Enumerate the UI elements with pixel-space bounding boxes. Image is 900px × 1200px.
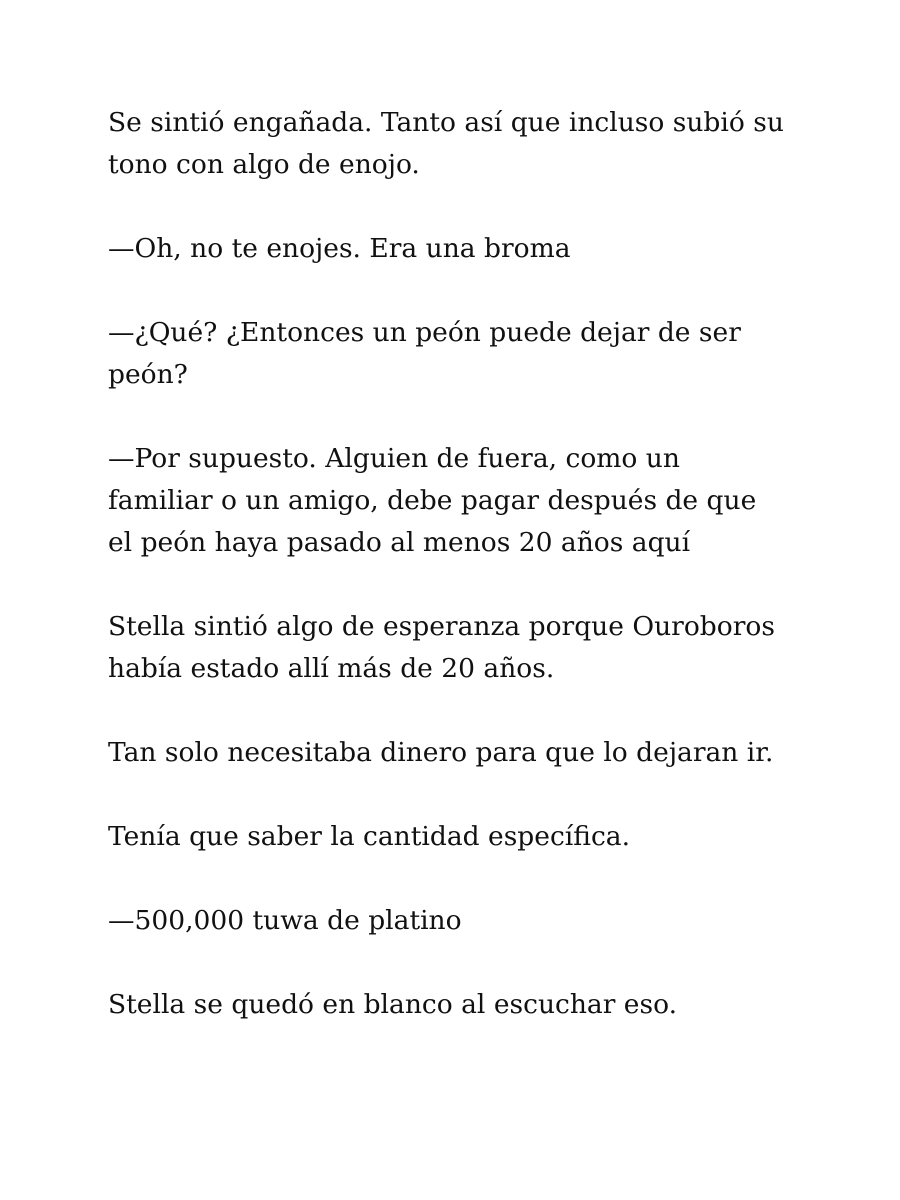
paragraph-6: Tan solo necesitaba dinero para que lo dejaran ir.: [108, 737, 774, 768]
paragraph-8: —500,000 tuwa de platino: [108, 905, 462, 936]
paragraph-9: Stella se quedó en blanco al escuchar eso.: [108, 989, 677, 1020]
paragraph-2: —Oh, no te enojes. Era una broma: [108, 233, 571, 264]
document-page: [108, 102, 788, 1026]
paragraph-4: —Por supuesto. Alguien de fuera, como un familiar o un amigo, debe pagar después de que el peón haya pasado al menos 20 años aquí: [108, 443, 757, 558]
paragraph-3: —¿Qué? ¿Entonces un peón puede dejar de ser peón?: [108, 317, 741, 390]
paragraph-7: Tenía que saber la cantidad específica.: [108, 821, 631, 852]
paragraph-5: Stella sintió algo de esperanza porque Ouroboros había estado allí más de 20 años.: [108, 611, 775, 684]
paragraph-1: Se sintió engañada. Tanto así que incluso subió su tono con algo de enojo.: [108, 107, 784, 180]
